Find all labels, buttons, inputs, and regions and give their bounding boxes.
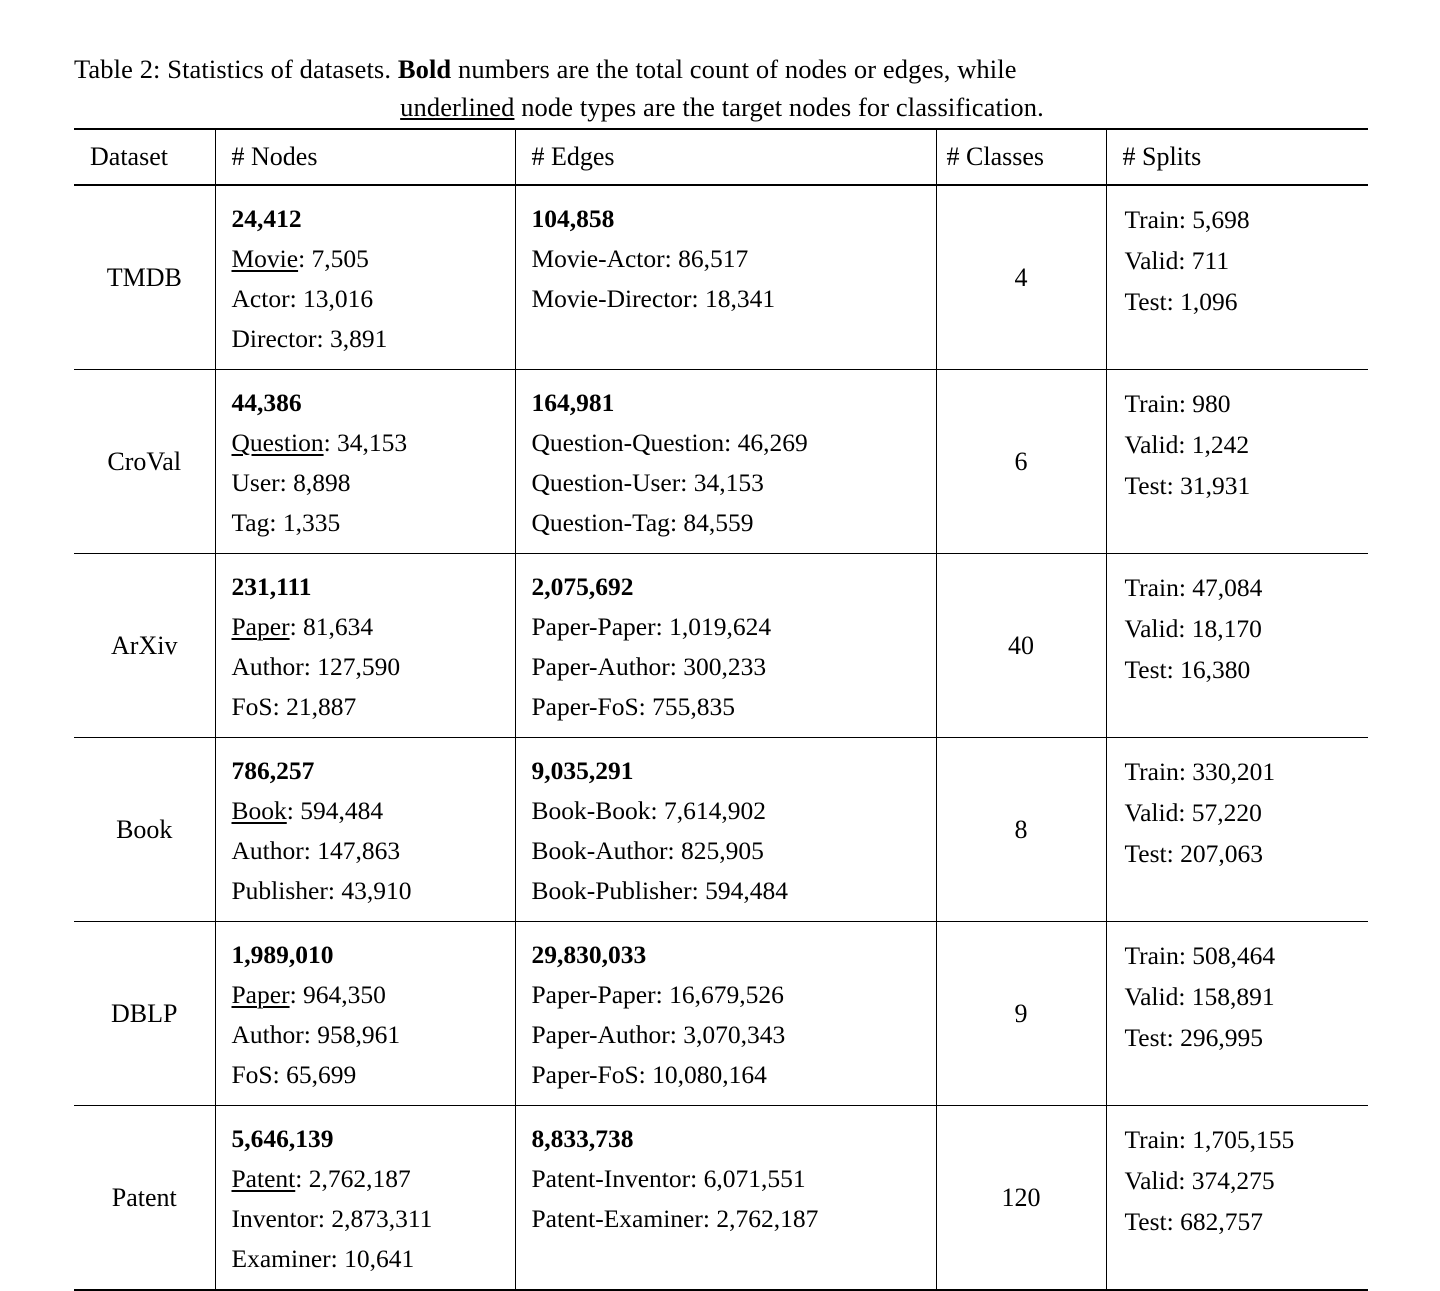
split-entry: Train: 47,084 [1124, 573, 1263, 602]
header-label-nodes: # Nodes [231, 142, 318, 171]
edge-type-count: 825,905 [680, 836, 764, 865]
split-entry: Valid: 711 [1124, 246, 1230, 275]
split-count: 31,931 [1180, 471, 1251, 500]
edge-type-label: Paper-Author [531, 1020, 670, 1049]
node-type-label: FoS [231, 692, 273, 721]
node-type-entry: FoS: 21,887 [231, 692, 357, 721]
table-row [74, 922, 1368, 1106]
nodes-cell-content [216, 1106, 515, 1289]
split-label: Train [1124, 1125, 1179, 1154]
split-label: Train [1124, 941, 1179, 970]
cell-splits [1106, 922, 1368, 1106]
edge-type-label: Paper-Paper [531, 980, 656, 1009]
node-type-label-target: Paper [231, 612, 290, 641]
node-type-entry: User: 8,898 [231, 468, 351, 497]
dataset-name-label: Book [116, 814, 173, 844]
cell-edges [515, 186, 936, 370]
split-label: Test [1124, 839, 1167, 868]
nodes-total: 231,111 [231, 572, 312, 601]
cell-splits [1106, 738, 1368, 922]
edge-type-count: 10,080,164 [652, 1060, 767, 1089]
cell-nodes [215, 1106, 515, 1289]
classes-count: 4 [1014, 262, 1028, 292]
split-entry: Test: 296,995 [1124, 1023, 1263, 1052]
edge-type-count: 86,517 [678, 244, 749, 273]
split-entry: Train: 5,698 [1124, 205, 1250, 234]
node-type-label: Inventor [231, 1204, 318, 1233]
edge-type-label: Question-Question [531, 428, 725, 457]
nodes-total: 5,646,139 [231, 1124, 334, 1153]
nodes-cell-content [216, 554, 515, 737]
classes-count: 8 [1014, 814, 1028, 844]
node-type-entry: Question: 34,153 [231, 428, 408, 457]
split-entry: Valid: 18,170 [1124, 614, 1262, 643]
dataset-name-label: DBLP [111, 998, 178, 1028]
node-type-entry: Patent: 2,762,187 [231, 1164, 411, 1193]
node-type-count: 13,016 [303, 284, 374, 313]
edge-type-entry: Movie-Director: 18,341 [531, 284, 776, 313]
node-type-label-target: Paper [231, 980, 290, 1009]
header-cell-classes [936, 130, 1106, 184]
node-type-label: FoS [231, 1060, 273, 1089]
node-type-count: 2,873,311 [331, 1204, 433, 1233]
edges-cell-content [516, 1106, 936, 1289]
edge-type-label: Paper-Author [531, 652, 670, 681]
node-type-label-target: Question [231, 428, 324, 457]
split-count: 1,096 [1180, 287, 1238, 316]
split-count: 1,242 [1191, 430, 1250, 459]
header-cell-dataset [74, 130, 215, 184]
edge-type-entry: Book-Author: 825,905 [531, 836, 764, 865]
cell-nodes [215, 554, 515, 738]
edge-type-entry: Question-User: 34,153 [531, 468, 764, 497]
cell-dataset-name [74, 1106, 215, 1289]
caption-underlined-word: underlined [400, 92, 515, 122]
edges-total: 104,858 [531, 204, 615, 233]
cell-nodes [215, 922, 515, 1106]
node-type-count: 127,590 [317, 652, 401, 681]
edges-total: 9,035,291 [531, 756, 634, 785]
split-entry: Valid: 57,220 [1124, 798, 1262, 827]
edge-type-label: Paper-Paper [531, 612, 656, 641]
node-type-count: 964,350 [303, 980, 386, 1009]
table-row [74, 554, 1368, 738]
edge-type-entry: Paper-Paper: 16,679,526 [531, 980, 784, 1009]
cell-classes [936, 186, 1106, 370]
split-count: 47,084 [1192, 573, 1263, 602]
node-type-count: 21,887 [286, 692, 357, 721]
node-type-count: 43,910 [341, 876, 412, 905]
cell-classes [936, 1106, 1106, 1289]
split-label: Valid [1124, 798, 1179, 827]
edge-type-label: Question-Tag [531, 508, 670, 537]
table-header-row [74, 130, 1368, 184]
split-entry: Valid: 374,275 [1124, 1166, 1275, 1195]
edge-type-label: Book-Book [531, 796, 651, 825]
dataset-name-label: Patent [111, 1182, 177, 1212]
node-type-entry: Tag: 1,335 [231, 508, 341, 537]
edges-total: 29,830,033 [531, 940, 647, 969]
header-cell-splits [1106, 130, 1368, 184]
split-count: 296,995 [1180, 1023, 1263, 1052]
table-row [74, 1106, 1368, 1289]
split-entry: Test: 1,096 [1124, 287, 1238, 316]
edge-type-count: 6,071,551 [703, 1164, 806, 1193]
edge-type-count: 46,269 [737, 428, 808, 457]
edges-cell-content [516, 370, 936, 553]
edge-type-label: Question-User [531, 468, 681, 497]
caption-text-pre: Table 2: Statistics of datasets. [74, 54, 398, 84]
cell-nodes [215, 738, 515, 922]
node-type-count: 10,641 [344, 1244, 415, 1273]
nodes-cell-content [216, 738, 515, 921]
split-count: 374,275 [1191, 1166, 1275, 1195]
split-entry: Train: 508,464 [1124, 941, 1276, 970]
node-type-label: Examiner [231, 1244, 331, 1273]
split-count: 330,201 [1192, 757, 1276, 786]
split-label: Test [1124, 1023, 1167, 1052]
nodes-cell-content [216, 186, 515, 369]
edge-type-label: Book-Author [531, 836, 668, 865]
node-type-count: 2,762,187 [308, 1164, 411, 1193]
node-type-label: Actor [231, 284, 290, 313]
cell-nodes [215, 370, 515, 554]
cell-dataset-name [74, 922, 215, 1106]
edge-type-entry: Movie-Actor: 86,517 [531, 244, 749, 273]
cell-edges [515, 370, 936, 554]
classes-count: 9 [1014, 998, 1028, 1028]
node-type-count: 958,961 [317, 1020, 401, 1049]
edge-type-entry: Book-Book: 7,614,902 [531, 796, 766, 825]
table-row [74, 370, 1368, 554]
split-count: 18,170 [1191, 614, 1262, 643]
splits-cell-content [1107, 738, 1369, 921]
node-type-count: 1,335 [282, 508, 341, 537]
split-label: Train [1124, 757, 1179, 786]
edge-type-entry: Paper-Paper: 1,019,624 [531, 612, 772, 641]
statistics-table-body [74, 186, 1368, 1289]
cell-classes [936, 738, 1106, 922]
split-count: 5,698 [1192, 205, 1250, 234]
caption-bold-word: Bold [397, 54, 452, 84]
split-entry: Train: 980 [1124, 389, 1231, 418]
splits-cell-content [1107, 186, 1369, 369]
edge-type-label: Paper-FoS [531, 1060, 639, 1089]
split-count: 711 [1191, 246, 1230, 275]
edge-type-count: 16,679,526 [669, 980, 784, 1009]
split-label: Test [1124, 287, 1167, 316]
nodes-cell-content [216, 922, 515, 1105]
edges-cell-content [516, 186, 936, 369]
nodes-total: 44,386 [231, 388, 302, 417]
caption-line-2 [74, 88, 1370, 126]
table-row [74, 738, 1368, 922]
node-type-entry: Inventor: 2,873,311 [231, 1204, 433, 1233]
edge-type-count: 34,153 [693, 468, 764, 497]
split-label: Valid [1124, 614, 1179, 643]
classes-count: 120 [1001, 1182, 1041, 1212]
nodes-total: 24,412 [231, 204, 302, 233]
nodes-total: 786,257 [231, 756, 315, 785]
edges-total: 2,075,692 [531, 572, 634, 601]
node-type-label-target: Movie [231, 244, 299, 273]
edge-type-label: Movie-Director [531, 284, 692, 313]
split-count: 158,891 [1191, 982, 1275, 1011]
cell-classes [936, 554, 1106, 738]
classes-count: 6 [1014, 446, 1028, 476]
statistics-table-wrapper [74, 128, 1368, 1291]
edge-type-entry: Paper-FoS: 10,080,164 [531, 1060, 767, 1089]
split-label: Train [1124, 389, 1179, 418]
edge-type-label: Patent-Inventor [531, 1164, 691, 1193]
node-type-count: 8,898 [293, 468, 351, 497]
split-label: Test [1124, 471, 1167, 500]
header-label-splits: # Splits [1122, 142, 1202, 171]
edges-cell-content [516, 738, 936, 921]
split-label: Valid [1124, 246, 1179, 275]
cell-splits [1106, 186, 1368, 370]
node-type-entry: Book: 594,484 [231, 796, 384, 825]
edges-total: 164,981 [531, 388, 615, 417]
split-label: Valid [1124, 982, 1179, 1011]
node-type-entry: Actor: 13,016 [231, 284, 374, 313]
edge-type-label: Patent-Examiner [531, 1204, 703, 1233]
node-type-label-target: Book [231, 796, 287, 825]
split-count: 207,063 [1180, 839, 1263, 868]
cell-dataset-name [74, 186, 215, 370]
edge-type-entry: Patent-Inventor: 6,071,551 [531, 1164, 806, 1193]
cell-dataset-name [74, 554, 215, 738]
node-type-label: Author [231, 652, 304, 681]
edge-type-entry: Paper-Author: 3,070,343 [531, 1020, 786, 1049]
table-row [74, 186, 1368, 370]
node-type-entry: Paper: 964,350 [231, 980, 386, 1009]
node-type-count: 34,153 [337, 428, 408, 457]
caption-text-post: numbers are the total count of nodes or edges, while [451, 54, 1017, 84]
cell-splits [1106, 370, 1368, 554]
node-type-label: Author [231, 1020, 304, 1049]
cell-classes [936, 922, 1106, 1106]
node-type-count: 3,891 [329, 324, 388, 353]
edge-type-count: 3,070,343 [683, 1020, 786, 1049]
node-type-entry: Examiner: 10,641 [231, 1244, 415, 1273]
split-entry: Train: 1,705,155 [1124, 1125, 1295, 1154]
split-count: 508,464 [1192, 941, 1276, 970]
split-count: 682,757 [1180, 1207, 1263, 1236]
header-label-edges: # Edges [531, 142, 615, 171]
edge-type-label: Movie-Actor [531, 244, 665, 273]
splits-cell-content [1107, 922, 1369, 1105]
splits-cell-content [1107, 554, 1369, 737]
cell-classes [936, 370, 1106, 554]
split-entry: Train: 330,201 [1124, 757, 1276, 786]
node-type-count: 65,699 [286, 1060, 357, 1089]
edge-type-label: Paper-FoS [531, 692, 639, 721]
edges-cell-content [516, 554, 936, 737]
split-label: Valid [1124, 430, 1179, 459]
node-type-count: 147,863 [317, 836, 401, 865]
edge-type-entry: Question-Question: 46,269 [531, 428, 808, 457]
node-type-entry: Author: 127,590 [231, 652, 401, 681]
edge-type-entry: Paper-Author: 300,233 [531, 652, 767, 681]
cell-dataset-name [74, 738, 215, 922]
edge-type-count: 84,559 [683, 508, 754, 537]
split-label: Train [1124, 573, 1179, 602]
edge-type-count: 594,484 [705, 876, 788, 905]
node-type-count: 81,634 [303, 612, 374, 641]
node-type-label: Director [231, 324, 317, 353]
split-label: Test [1124, 655, 1167, 684]
caption-line-1 [74, 50, 1370, 88]
splits-cell-content [1107, 370, 1369, 553]
header-label-dataset: Dataset [90, 142, 168, 171]
cell-splits [1106, 554, 1368, 738]
nodes-cell-content [216, 370, 515, 553]
node-type-entry: FoS: 65,699 [231, 1060, 357, 1089]
node-type-entry: Paper: 81,634 [231, 612, 374, 641]
split-entry: Valid: 1,242 [1124, 430, 1250, 459]
statistics-table [74, 130, 1368, 184]
split-count: 980 [1192, 389, 1231, 418]
edge-type-count: 755,835 [652, 692, 735, 721]
node-type-entry: Author: 958,961 [231, 1020, 401, 1049]
split-count: 16,380 [1180, 655, 1251, 684]
cell-nodes [215, 186, 515, 370]
split-entry: Test: 207,063 [1124, 839, 1263, 868]
edge-type-count: 300,233 [683, 652, 767, 681]
split-label: Test [1124, 1207, 1167, 1236]
split-label: Valid [1124, 1166, 1179, 1195]
node-type-entry: Director: 3,891 [231, 324, 388, 353]
cell-dataset-name [74, 370, 215, 554]
caption-text-post-2: node types are the target nodes for classification. [514, 92, 1044, 122]
edges-cell-content [516, 922, 936, 1105]
node-type-label: Publisher [231, 876, 328, 905]
edge-type-count: 1,019,624 [669, 612, 772, 641]
node-type-label: Tag [231, 508, 270, 537]
split-entry: Test: 31,931 [1124, 471, 1251, 500]
edge-type-count: 2,762,187 [716, 1204, 819, 1233]
table-caption [74, 50, 1370, 126]
splits-cell-content [1107, 1106, 1369, 1289]
cell-edges [515, 1106, 936, 1289]
header-label-classes: # Classes [946, 142, 1044, 171]
edges-total: 8,833,738 [531, 1124, 634, 1153]
dataset-name-label: ArXiv [111, 630, 178, 660]
node-type-entry: Movie: 7,505 [231, 244, 369, 273]
split-label: Train [1124, 205, 1179, 234]
split-entry: Valid: 158,891 [1124, 982, 1275, 1011]
node-type-label-target: Patent [231, 1164, 296, 1193]
edge-type-entry: Question-Tag: 84,559 [531, 508, 754, 537]
edge-type-label: Book-Publisher [531, 876, 692, 905]
cell-edges [515, 738, 936, 922]
dataset-name-label: TMDB [106, 262, 182, 292]
split-count: 57,220 [1191, 798, 1262, 827]
cell-edges [515, 554, 936, 738]
cell-edges [515, 922, 936, 1106]
split-count: 1,705,155 [1192, 1125, 1295, 1154]
split-entry: Test: 16,380 [1124, 655, 1251, 684]
edge-type-entry: Patent-Examiner: 2,762,187 [531, 1204, 819, 1233]
cell-splits [1106, 1106, 1368, 1289]
node-type-count: 7,505 [311, 244, 369, 273]
edge-type-count: 18,341 [705, 284, 776, 313]
nodes-total: 1,989,010 [231, 940, 334, 969]
header-cell-edges [515, 130, 936, 184]
node-type-count: 594,484 [300, 796, 384, 825]
header-cell-nodes [215, 130, 515, 184]
node-type-label: User [231, 468, 280, 497]
edge-type-count: 7,614,902 [663, 796, 766, 825]
node-type-label: Author [231, 836, 304, 865]
edge-type-entry: Book-Publisher: 594,484 [531, 876, 788, 905]
split-entry: Test: 682,757 [1124, 1207, 1263, 1236]
classes-count: 40 [1008, 630, 1034, 660]
edge-type-entry: Paper-FoS: 755,835 [531, 692, 735, 721]
node-type-entry: Publisher: 43,910 [231, 876, 412, 905]
node-type-entry: Author: 147,863 [231, 836, 401, 865]
dataset-name-label: CroVal [107, 446, 182, 476]
